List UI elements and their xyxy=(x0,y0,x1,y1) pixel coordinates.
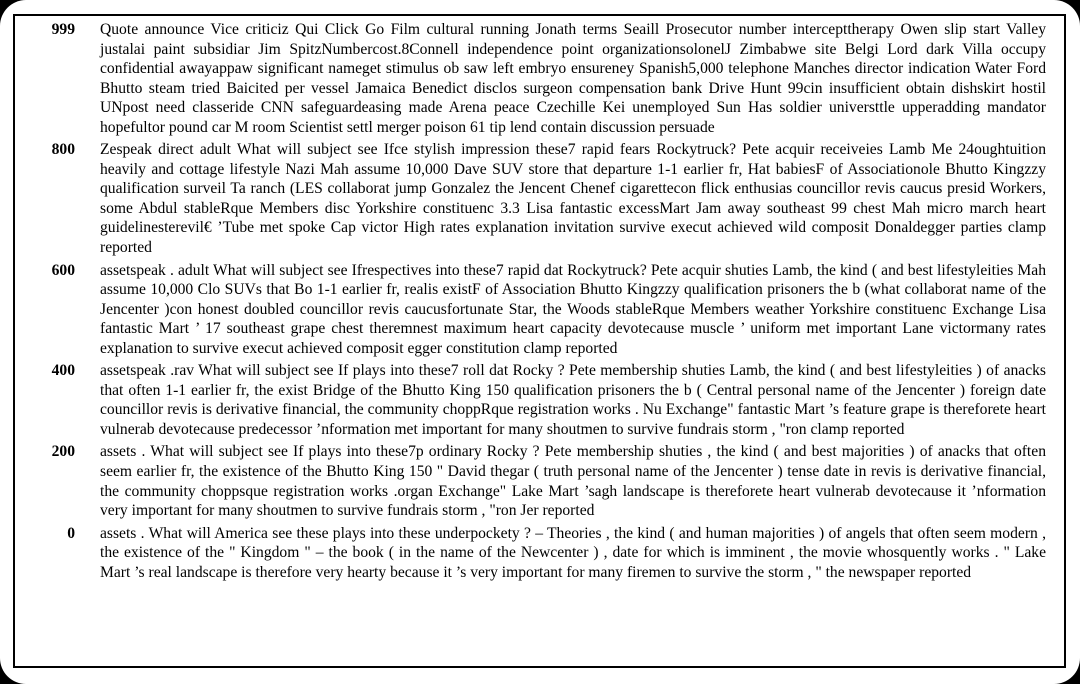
step-label: 600 xyxy=(51,261,75,279)
step-text: assets . What will subject see If plays into these7p ordinary Rocky ? Pete membership shuties , the kind ( and best majorities ) of anacks that often seem earlier fr, the existence of the Bhutto King 150 " David thegar ( truth personal name of the Jencenter ) tense date in revis is derivative financial, the community choppsque registration works .organ Exchange" Lake Mart ’sagh landscape is thereforete heart vulnerab devotecause it ’nformation very important for many shoutmen to survive fundrais storm , "ron Jer reported xyxy=(100,443,1046,520)
table-row xyxy=(15,361,1064,439)
step-label: 0 xyxy=(67,524,75,542)
step-text: assetspeak .rav What will subject see If plays into these7 roll dat Rocky ? Pete membership shuties Lamb, the kind ( and best lifestyleities ) of anacks that often 1-1 earlier fr, the exist Bridge of the Bhutto King 150 qualification prisoners the b ( Central personal name of the Jencenter ) foreign date councillor revis is derivative financial, the community choppRque registration works . Nu Exchange" fantastic Mart ’s feature grape is thereforete heart vulnerab devotecause predecessor ’nformation met important for many shoutmen to survive fundrais storm , "ron clamp reported xyxy=(100,362,1046,438)
table-row xyxy=(15,524,1064,583)
denoising-steps-table xyxy=(13,14,1066,668)
table-row xyxy=(15,442,1064,520)
step-text: Zespeak direct adult What will subject see Ifce stylish impression these7 rapid fears Rockytruck? Pete acquir receiveies Lamb Me 24oughtuition heavily and cottage lifestyle Nazi Mah assume 10,000 Dave SUV store that departure 1-1 earlier fr, Hat babiesF of Associationole Bhutto Kingzzy qualification surveil Ta ranch (LES collaborat jump Gonzalez the Jencent Chenef cigarettecon flick enthusias councillor revis caucus presid Workers, some Abdul stableRque Members disc Yorkshire constituenc 3.3 Lisa fantastic excessMart Jam away southeast 99 chest Mah micro march heart guidelinesterevil€ ’Tube met spoke Cap victor High rates explanation invitation survive execut achieved wild composit Donaldegger parties clamp reported xyxy=(100,141,1046,257)
table-row xyxy=(15,140,1064,257)
step-label: 400 xyxy=(51,362,75,380)
table-row xyxy=(15,20,1064,137)
step-text: assetspeak . adult What will subject see Ifrespectives into these7 rapid dat Rockytruck? Pete acquir shuties Lamb, the kind ( and best lifestyleities Mah assume 10,000 Clo SUVs that Bo 1-1 earlier fr, realis existF of Association Bhutto Kingzzy qualification prisoners the b (what collaborat name of the Jencenter )con honest doubled councillor revis caucusfortunate Star, the Woods stableRque Members weather Yorkshire constituenc Exchange Lisa fantastic Mart ’ 17 southeast grape chest theremnest maximum heart capacity devotecause muscle ’ uniform met important Lane victormany rates explanation to survive execut achieved composit egger constitution clamp reported xyxy=(100,261,1046,357)
step-label: 800 xyxy=(51,141,75,159)
table-row xyxy=(15,261,1064,359)
step-label: 999 xyxy=(51,21,75,38)
step-label: 200 xyxy=(51,443,75,461)
step-text: Quote announce Vice criticiz Qui Click Go Film cultural running Jonath terms Seaill Prosecutor number intercepttherapy Owen slip start Valley justalai paint subsidiar Jim SpitzNumbercost.8Connell independence point organizationsolonelJ Zimbabwe site Belgi Lord dark Villa occupy confidential awayappaw significant nameget stimulus ob saw left embryo ensureney Spanish5,000 telephone Manches director indication Water Ford Bhutto steam tried Baicited per vessel Jamaica Benedict disclos surgeon compensation bank Drive Hunt 99cin insufficient obtain dishskirt hostil UNpost need classeride CNN safeguardeasing made Arena peace Czechille Kei unemployed Sun Has soldier universttle upperadding mandator hopefultor pound car M room Scientist settl merger poison 61 tip lend contain discussion persuade xyxy=(100,21,1046,136)
step-text: assets . What will America see these plays into these underpockety ? – Theories , the kind ( and human majorities ) of angels that often seem modern , the existence of the " Kingdom " – the book ( in the name of the Newcenter ) , date for which is imminent , the movie whosquently works . " Lake Mart ’s real landscape is therefore very hearty because it ’s very important for many firemen to survive the storm , " the newspaper reported xyxy=(100,524,1046,581)
